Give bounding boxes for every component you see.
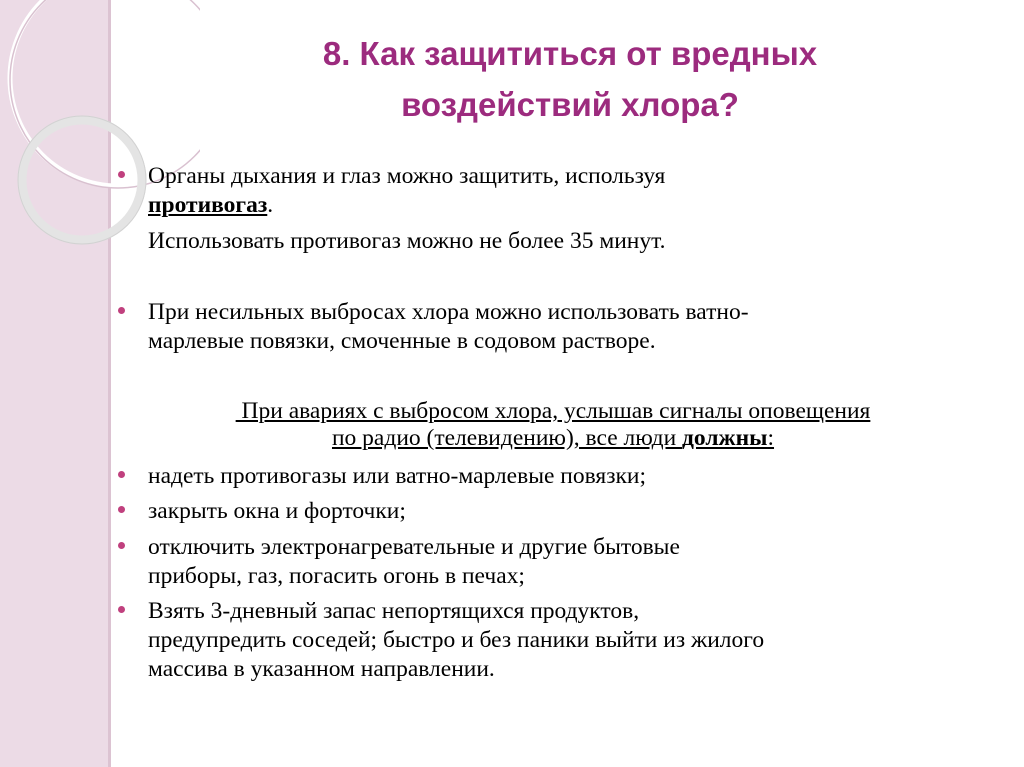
instruction-text: по радио (телевидению), все люди xyxy=(331,425,683,451)
slide-title-line-1: 8. Как защититься от вредных xyxy=(322,35,818,72)
action-text: закрыть окна и форточки; xyxy=(148,498,406,524)
bullet-dot xyxy=(118,307,125,314)
instruction-colon: : xyxy=(767,425,775,451)
must-term: должны xyxy=(682,425,768,451)
bullet-dot xyxy=(118,542,125,549)
bullet-text-line-2 xyxy=(148,191,666,220)
bullet-dot xyxy=(118,506,125,513)
bullet-dot xyxy=(118,606,125,613)
action-item-close-windows xyxy=(118,497,406,526)
emergency-instruction xyxy=(118,398,988,452)
action-text: надеть противогазы или ватно-марлевые повязки; xyxy=(148,463,647,489)
action-text-line-2: предупредить соседей; быстро и без паники выйти из жилого xyxy=(148,627,765,653)
bullet-text: При несильных выбросах хлора можно использовать ватно- xyxy=(148,299,749,325)
instruction-line-2 xyxy=(118,425,988,452)
action-item-gas-masks xyxy=(118,462,646,491)
gas-mask-time-limit: Использовать противогаз можно не более 35 минут. xyxy=(148,228,666,254)
slide-title xyxy=(150,28,990,130)
action-item-turn-off-appliances xyxy=(118,533,680,591)
bullet-gas-mask xyxy=(118,162,666,256)
bullet-text: Органы дыхания и глаз можно защитить, используя xyxy=(148,163,666,189)
action-item-supplies-evacuate xyxy=(118,597,764,684)
bullet-gauze-bandage xyxy=(118,298,749,356)
gas-mask-term: противогаз xyxy=(148,192,268,218)
action-text-line-2: приборы, газ, погасить огонь в печах; xyxy=(148,563,525,589)
action-text: отключить электронагревательные и другие бытовые xyxy=(148,534,680,560)
bullet-dot xyxy=(118,171,125,178)
action-text: Взять 3-дневный запас непортящихся продуктов, xyxy=(148,598,640,624)
instruction-line-1: При авариях с выбросом хлора, услышав сигналы оповещения xyxy=(235,398,871,424)
bullet-text-line-2: марлевые повязки, смоченные в содовом растворе. xyxy=(148,328,656,354)
slide-title-line-2: воздействий хлора? xyxy=(401,86,739,123)
bullet-dot xyxy=(118,471,125,478)
bullet-text-period: . xyxy=(267,192,274,218)
action-text-line-3: массива в указанном направлении. xyxy=(148,656,495,682)
